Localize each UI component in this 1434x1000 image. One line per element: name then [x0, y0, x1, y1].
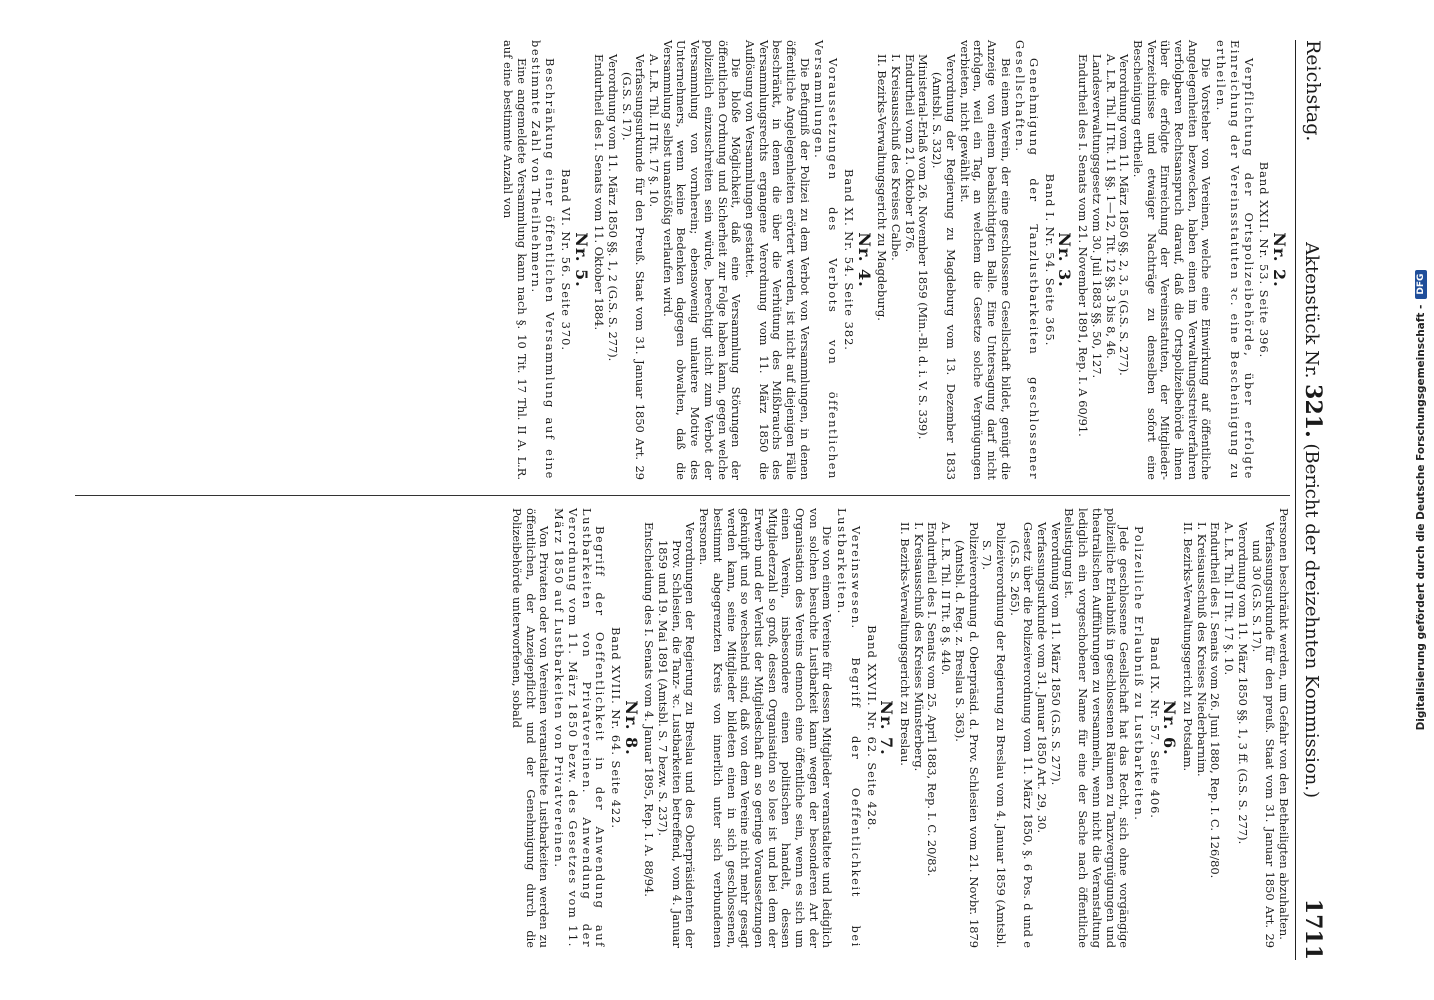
section-title: Nr. 6.	[1160, 700, 1180, 756]
dfg-credit-text: Digitalisierung gefördert durch die Deutsche Forschungsgemeinschaft -	[1415, 304, 1427, 731]
dfg-logo: DFG	[1415, 270, 1427, 299]
section-heading: Polizeiliche Erlaubniß zu Lustbarkeiten.	[1131, 526, 1146, 822]
reference: Verfassungsurkunde für den Preuß. Staat vom 31. Januar 1850 Art. 29 (G.S. S. 17).	[619, 54, 648, 480]
section-title: Nr. 8.	[621, 700, 641, 756]
reference: Endurtheil des I. Senats vom 26. Juni 1880, Rep. I. C. 126/80.	[1208, 522, 1223, 879]
reference: Verordnung vom 11. März 1850 §§. 2, 3, 5 (G.S. S. 277).	[1117, 54, 1132, 376]
section-title: Nr. 2.	[1270, 232, 1289, 288]
column-divider	[75, 495, 1290, 496]
reference: Verordnung der Regierung zu Magdeburg vom 13. Dezember 1833 (Amtsbl. S. 332).	[930, 54, 958, 480]
reference: I. Kreisausschuß des Kreises Münsterberg.	[911, 522, 926, 772]
section-meta: Band XI. Nr. 54. Seite 382.	[841, 169, 856, 351]
reference: Polizeiverordnung d. Oberpräsid. d. Prov. Schlesien vom 21. Novbr. 1879 (Amtsbl. d. Reg. z. Breslau S. 363).	[952, 522, 981, 948]
section-title: Nr. 5.	[571, 232, 591, 288]
header-left: Reichstag.	[1302, 40, 1324, 142]
section-heading: Vereinswesen. Begriff der Oeffentlichkeit bei Lustbarkeiten.	[835, 508, 863, 948]
reference: I. Kreisausschuß des Kreises Calbe.	[889, 54, 904, 261]
page-number: 1711	[1300, 898, 1326, 960]
section-title: Nr. 7.	[877, 700, 897, 756]
section-heading: Beschränkung einer öffentlichen Versammlung auf eine bestimmte Zahl von Theilnehmern.	[529, 40, 558, 480]
reference: A. L.R. Thl. II Tit. 8 §. 440.	[939, 522, 954, 676]
section-meta: Band IX. Nr. 57. Seite 406.	[1147, 637, 1162, 819]
section-meta: Band I. Nr. 54. Seite 365.	[1042, 173, 1057, 347]
section-title: Nr. 3.	[1055, 232, 1075, 288]
scanned-page	[70, 40, 1330, 960]
reference: A. L.R. Thl. II Tit. 17 §. 10.	[1222, 522, 1237, 676]
reference: Gesetz über die Polizeiverordnung vom 11. März 1850, §. 6 Pos. d und e (G.S. S. 265).	[1007, 522, 1036, 948]
reference: Verfassungsurkunde für den preuß. Staat vom 31. Januar 1850 Art. 29 und 30 (G.S. S. 17).	[1249, 522, 1278, 948]
document-number: 321.	[1300, 384, 1326, 438]
reference: Entscheidung des I. Senats vom 4. Januar 1895, Rep. I. A. 88/94.	[642, 522, 657, 897]
reference: Landesverwaltungsgesetz vom 30. Juli 1883 §§. 50, 127.	[1089, 54, 1104, 379]
section-meta: Band XVIII. Nr. 64. Seite 422.	[608, 626, 623, 830]
continued-text: Personen beschränkt werden, um Gefahr von den Betheiligten abzuhalten.	[1277, 508, 1291, 940]
header-center: Aktenstück Nr. 321. (Bericht der dreizehnten Kommission.)	[1300, 242, 1326, 799]
reference: Verordnungen der Regierung zu Breslau und des Oberpräsidenten der Prov. Schlesien, die Tanz- ꝛc. Lustbarkeiten betreffend, vom 4. Januar 1859 und 19. Mai 1891 (Amtsbl. S. 7 bezw. S. 237).	[656, 522, 698, 948]
section-body: Jede geschlossene Gesellschaft hat das Recht, sich ohne vorgängige polizeiliche Erlaubniß in geschlossenen Räumen zu Tanzvergnügungen und theatralischen Aufführungen zu versammeln, wenn nicht die Veranstaltung lediglich ein vorgeschobener Name für eine der Sache nach öffentliche Belustigung ist.	[1062, 508, 1132, 948]
section-body: Die Vorsteher von Vereinen, welche eine Einwirkung auf öffentliche Angelegenheiten bezwecken, haben einen im Verwaltungsstreitverfahren verfolgbaren Rechtsanspruch darauf, daß die Ortspolizeibehörde ihnen über die erfolgte Einreichung der Vereinsstatuten, der Mitglieder-Verzeichnisse und etwaiger Nachträge zu denselben sofort eine Bescheinigung ertheile.	[1130, 40, 1214, 480]
section-heading: Voraussetzungen des Verbots von öffentlichen Versammlungen.	[812, 40, 841, 480]
reference: Ministerial-Erlaß vom 26. November 1859 (Min.-Bl. d. i. V. S. 339).	[916, 54, 931, 440]
reference: Verordnung vom 11. März 1850 §§. 1, 2 (G.S. S. 277).	[605, 54, 620, 362]
reference: Verfassungsurkunde vom 31. Januar 1850 Art. 29, 30.	[1035, 522, 1050, 834]
section-body: Die bloße Möglichkeit, daß eine Versammlung Störungen der öffentlichen Ordnung und Sicherheit zur Folge haben kann, gegen welche polizeilich einzuschreiten sein würde, berechtigt nicht zum Verbot der Versammlung von vornherein; ebensowenig unlautere Motive des Unternehmers, wenn keine Bedenken dagegen obwalten, daß die Versammlung selbst unanstößig verlaufen wird.	[660, 40, 744, 480]
section-title: Nr. 4.	[854, 232, 874, 288]
section-heading: Verpflichtung der Ortspolizeibehörde, über erfolgte Einreichung der Vereinsstatuten ꝛc. eine Bescheinigung zu ertheilen.	[1214, 40, 1256, 480]
section-body: Bei einem Verein, der eine geschlossene Gesellschaft bildet, genügt die Anzeige von einem beabsichtigten Balle. Eine Untersagung darf nicht erfolgen, weil ein Tag, an welchem die Gesetze solche Vergnügungen verbieten, nicht gewählt ist.	[957, 40, 1013, 480]
reference: II. Bezirks-Verwaltungsgericht zu Magdeburg.	[875, 54, 890, 321]
reference: Endurtheil vom 21. Oktober 1876.	[902, 54, 917, 253]
section-body: Von Privaten oder von Vereinen veranstaltete Lustbarkeiten werden zu öffentlichen, der Anzeigepflicht und der Genehmigung durch die Polizeibehörde unterworfenen, sobald	[510, 508, 552, 948]
section-heading: Begriff der Oeffentlichkeit in der Anwendung auf Lustbarkeiten von Privatvereinen. Anwendung der Verordnung vom 11. März 1850 bezw. des Gesetzes vom 11. März 1850 auf Lustbarkeiten von Privatvereinen.	[552, 508, 608, 948]
reference: Endurtheil des I. Senats vom 21. November 1891, Rep. I. A 60/91.	[1076, 54, 1091, 437]
section-meta: Band VI. Nr. 56. Seite 370.	[558, 168, 573, 351]
running-head	[1295, 40, 1330, 960]
reference: Verordnung vom 11. März 1850 (G.S. S. 277).	[1048, 522, 1063, 786]
section-meta: Band XXII. Nr. 53. Seite 396.	[1257, 161, 1272, 359]
section-meta: Band XXVII. Nr. 62. Seite 428.	[864, 625, 879, 831]
reference: I. Kreisausschuß des Kreises Niederbarnim.	[1194, 522, 1209, 777]
reference: Polizeiverordnung der Regierung zu Breslau vom 4. Januar 1859 (Amtsbl. S. 7).	[980, 522, 1008, 948]
section-heading: Genehmigung der Tanzlustbarkeiten geschlossener Gesellschaften.	[1013, 40, 1042, 480]
reference: A. L.R. Thl. II Tit. 11 §§. 1—12, Tit. 12 §§. 3 bis 8, 46.	[1103, 54, 1118, 359]
section-body: Die Befugniß der Polizei zu dem Verbot von Versammlungen, in denen öffentliche Angelegenheiten erörtert werden, ist nicht auf diejenigen Fälle beschränkt, in denen die über die Verhütung des Mißbrauchs des Versammlungsrechts ergangene Verordnung vom 11. März 1850 die Auflösung von Versammlungen gestattet.	[742, 40, 812, 480]
right-column	[509, 508, 1290, 948]
dfg-credit-strip	[1408, 0, 1434, 1000]
reference: II. Bezirks-Verwaltungsgericht zu Potsdam.	[1181, 522, 1196, 772]
reference: A. L.R. Thl. II Tit. 17 §. 10.	[647, 54, 662, 208]
reference: Verordnung vom 11. März 1850 §§. 1, 3 ff. (G.S. S. 277).	[1235, 522, 1250, 845]
section-body: Eine angemeldete Versammlung kann nach §. 10 Tit. 17 Thl. II A. L.R. auf eine bestimmte Anzahl von	[501, 40, 529, 480]
left-column	[500, 40, 1290, 480]
reference: II. Bezirks-Verwaltungsgericht zu Breslau.	[898, 522, 913, 766]
reference: Endurtheil des I. Senats vom 25. April 1883, Rep. I. C. 20/83.	[925, 522, 940, 877]
section-body: Die von einem Vereine für dessen Mitglieder veranstaltete und lediglich von solchen besuchte Lustbarkeit kann wegen der besonderen Art der Organisation des Vereins dennoch eine öffentliche sein, wenn es sich um einen Verein, insbesondere einen politischen handelt, dessen Mitgliederzahl so groß, dessen Organisation so lose ist und bei dem der Erwerb und der Verlust der Mitgliedschaft an so geringe Voraussetzungen geknüpft und so wechselnd sind, daß von dem Vereine nicht mehr gesagt werden kann, seine Mitglieder bildeten einen in sich geschlossenen, bestimmt abgegrenzten Kreis von innerlich unter sich verbundenen Personen.	[697, 508, 835, 948]
reference: Endurtheil des I. Senats vom 11. Oktober 1884.	[592, 54, 607, 331]
